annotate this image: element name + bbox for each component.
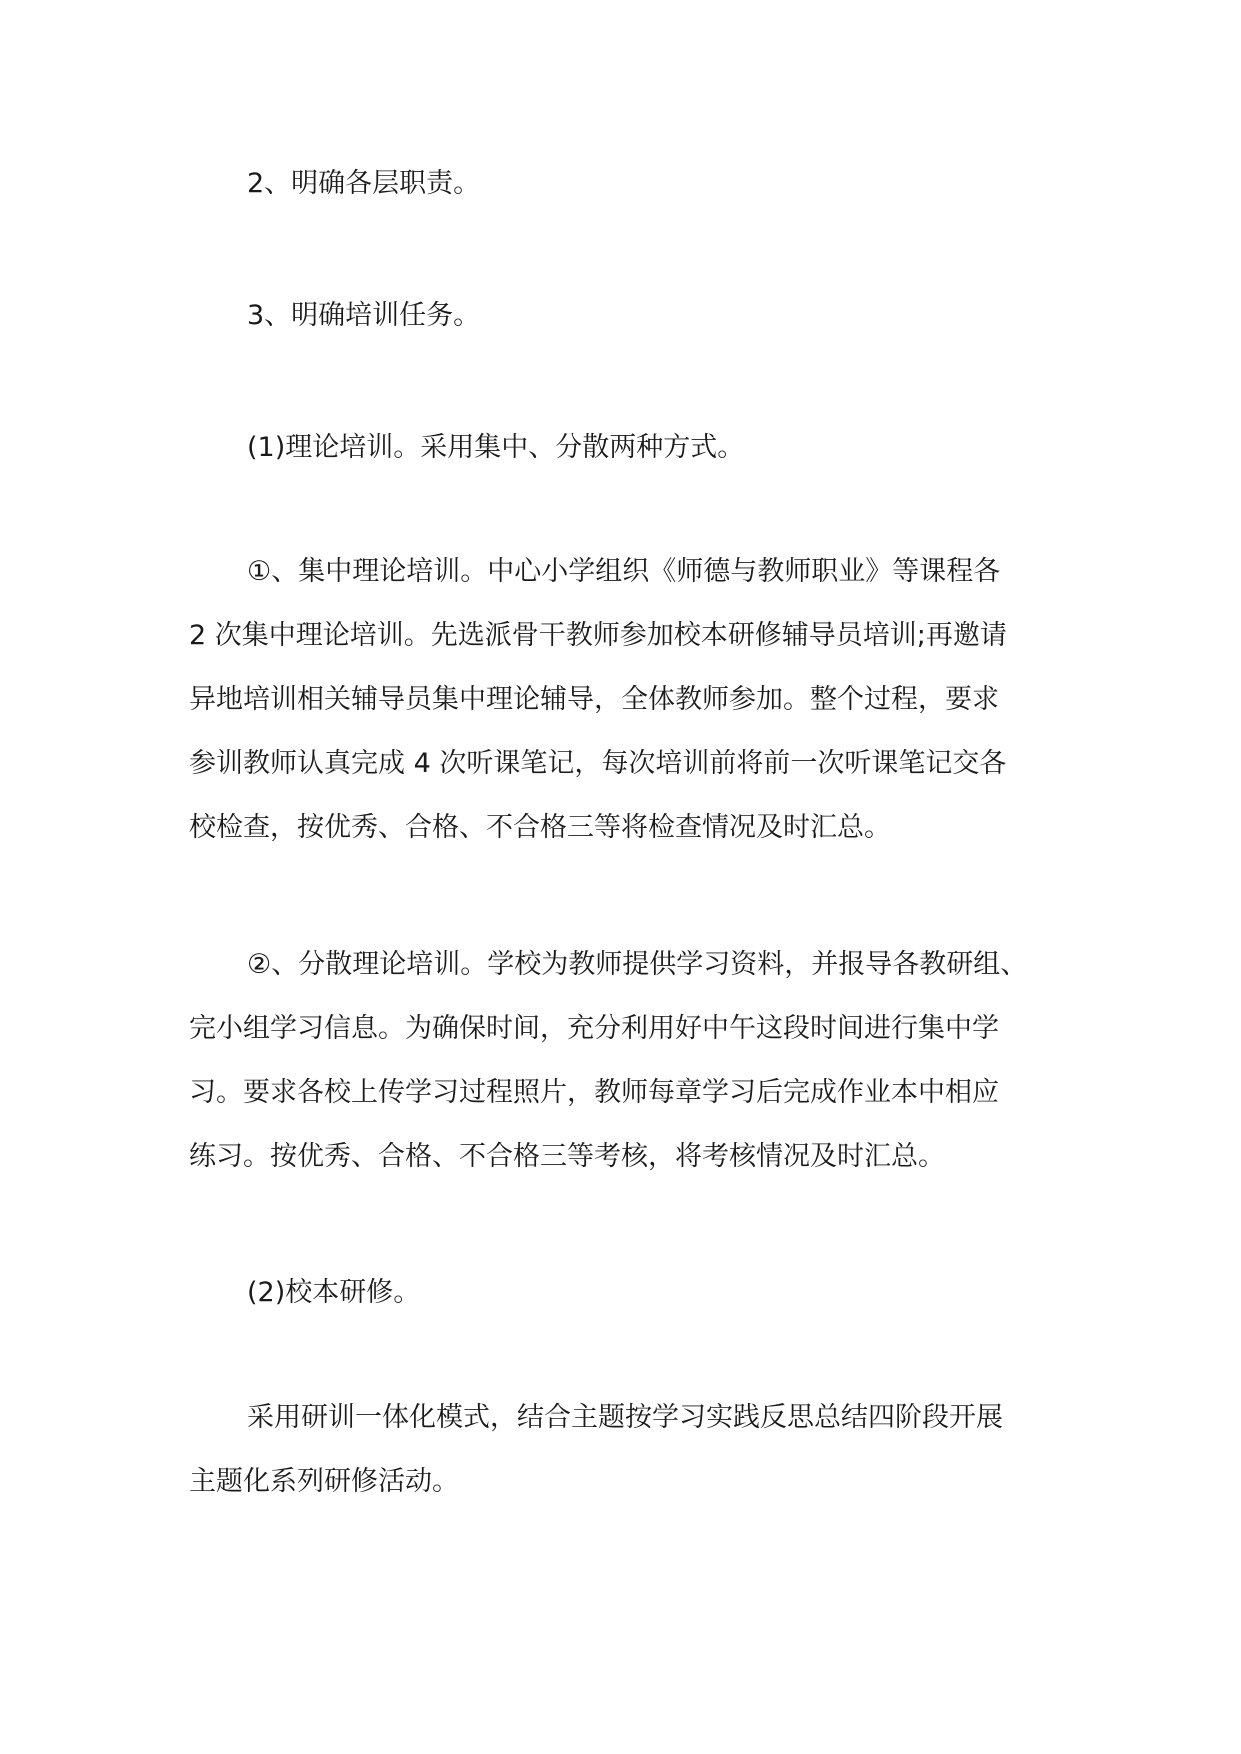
section-heading-3: 3、明确培训任务。 xyxy=(247,300,481,331)
paragraph-line: 采用研训一体化模式，结合主题按学习实践反思总结四阶段开展 xyxy=(247,1402,1003,1433)
paragraph-line: 练习。按优秀、合格、不合格三等考核，将考核情况及时汇总。 xyxy=(189,1141,945,1172)
paragraph-research-model xyxy=(189,1386,1059,1514)
section-heading-2: 2、明确各层职责。 xyxy=(247,168,481,199)
paragraph-line: ①、集中理论培训。中心小学组织《师德与教师职业》等课程各 xyxy=(247,556,1001,587)
subsection-school-research: (2)校本研修。 xyxy=(247,1277,421,1308)
paragraph-line: 2 次集中理论培训。先选派骨干教师参加校本研修辅导员培训;再邀请 xyxy=(189,620,1007,651)
paragraph-centralized-training xyxy=(189,540,1059,860)
subsection-theory-training: (1)理论培训。采用集中、分散两种方式。 xyxy=(247,432,745,463)
paragraph-line: 异地培训相关辅导员集中理论辅导，全体教师参加。整个过程，要求 xyxy=(189,684,999,715)
paragraph-dispersed-training xyxy=(189,933,1059,1189)
paragraph-line: ②、分散理论培训。学校为教师提供学习资料，并报导各教研组、 xyxy=(247,949,1028,980)
paragraph-line: 完小组学习信息。为确保时间，充分利用好中午这段时间进行集中学 xyxy=(189,1013,999,1044)
paragraph-line: 参训教师认真完成 4 次听课笔记，每次培训前将前一次听课笔记交各 xyxy=(189,748,1007,779)
paragraph-line: 习。要求各校上传学习过程照片，教师每章学习后完成作业本中相应 xyxy=(189,1077,999,1108)
paragraph-line: 主题化系列研修活动。 xyxy=(189,1466,459,1497)
paragraph-line: 校检查，按优秀、合格、不合格三等将检查情况及时汇总。 xyxy=(189,812,891,843)
